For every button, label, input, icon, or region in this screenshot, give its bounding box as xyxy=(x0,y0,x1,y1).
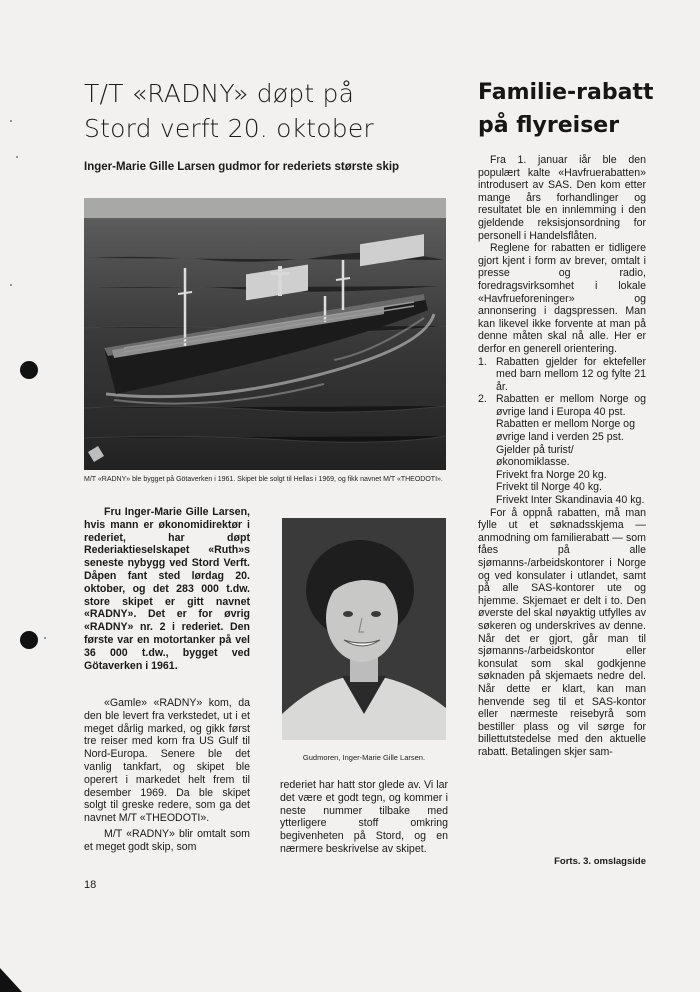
sidebar-title xyxy=(478,76,678,142)
list-number: 1. xyxy=(478,355,487,368)
lede-paragraph: Fru Inger-Marie Gille Larsen, hvis mann er økonomidirektør i rederiet, har døpt Rederiaktieselskapet «Ruth»s seneste nybygg ved Stord Verft. Dåpen fant sted lørdag 20. oktober, og det 283 000 t.dw. store skipet er gitt navnet «RADNY». Det er for øvrig «RADNY» nr. 2 i rederiet. Den første var en motortanker på vel 36 000 t.dw., bygget ved Götaverken i 1961. xyxy=(84,506,250,672)
portrait-caption: Gudmoren, Inger-Marie Gille Larsen. xyxy=(302,753,426,762)
rules-sub-item: Frivekt til Norge 40 kg. xyxy=(496,481,602,494)
rules-sub-item: Frivekt fra Norge 20 kg. xyxy=(496,468,607,481)
binder-hole-top xyxy=(20,361,38,379)
godmother-portrait xyxy=(282,518,446,740)
rules-sub-item: Frivekt Inter Skandinavia 40 kg. xyxy=(496,494,645,507)
paper-speck xyxy=(44,637,46,639)
ship-photo xyxy=(84,198,446,470)
rules-sub-item: Rabatten er mellom Norge og øvrige land i verden 25 pst. xyxy=(496,418,635,444)
sidebar-paragraph: For å oppnå rabatten, må man fylle ut et søknadsskjema — anmodning om familierabatt — som fåes på alle sjømanns-/arbeidskontorer i Norge og ved konsulater i utlandet, samt på alle SAS-kontorer ute og hjemme. Skjemaet er delt i to. Den øverste del skal nøyaktig utfylles av søkeren og underskrives av denne. Når det er gjort, går man til sjømanns-/arbeidskontor eller konsulat som skal godkjenne søknaden på skjemaets nedre del. Når dette er klart, kan man henvende seg til et SAS-kontor eller nærmeste reisebyrå som bestiller plass og vil sørge for billettutstedelse med den aktuelle rabatt. Betalingen skjer sam- xyxy=(478,506,646,758)
rules-list-item xyxy=(478,393,646,418)
body-paragraph: «Gamle» «RADNY» kom, da den ble levert fra verkstedet, ut i et meget dårlig marked, og gikk først tre reiser med korn fra US Gulf til Nord-Europa. Senere ble det vanlig tankfart, og skipet ble operert i markedet helt frem til desember 1969. Da ble skipet solgt til greske redere, som ga det navnet M/T «THEODOTI». xyxy=(84,697,250,825)
article-title-line1: T/T «RADNY» døpt på xyxy=(84,79,355,108)
sidebar-paragraph: Reglene for rabatten er tidligere gjort kjent i form av brever, omtalt i presse og radio, foredragsvirksomhet i lokale «Havfrueforeninger» og annonsering i dagspressen. Man kan likevel ikke forvente at man på denne måten skal nå alle. Her er derfor en generell orientering. xyxy=(478,242,646,355)
list-number: 2. xyxy=(478,393,487,406)
article-title-line2: Stord verft 20. oktober xyxy=(84,114,374,143)
tanker-illustration xyxy=(84,198,446,470)
body-paragraph: M/T «RADNY» blir omtalt som et meget godt skip, som xyxy=(84,827,250,853)
rules-list-item xyxy=(478,356,646,394)
article-subtitle: Inger-Marie Gille Larsen gudmor for rederiets største skip xyxy=(84,161,400,173)
paper-speck xyxy=(10,284,12,286)
binder-hole-bottom xyxy=(20,631,38,649)
rules-list xyxy=(478,356,646,419)
article-title xyxy=(84,76,444,146)
sidebar-paragraph: Fra 1. januar iår ble den populært kalte «Havfruerabatten» introdusert av SAS. Den kom etter mange års forhandlinger og resultatet ble en innlemming i den gjeldende reksisjonsordning for personell i Handelsflåten. xyxy=(478,154,646,242)
portrait-illustration xyxy=(282,518,446,740)
ship-photo-caption: M/T «RADNY» ble bygget på Götaverken i 1961. Skipet ble solgt til Hellas i 1969, og fikk navnet M/T «THEODOTI». xyxy=(84,476,443,483)
article-lede xyxy=(84,506,250,672)
sidebar-title-line2: på flyreiser xyxy=(478,113,620,138)
continued-note: Forts. 3. omslagside xyxy=(554,856,646,867)
body-paragraph: rederiet har hatt stor glede av. Vi lar det være et godt tegn, og kommer i neste nummer tilbake med ytterligere stoff omkring begivenheten på Stord, og en nærmere beskrivelse av skipet. xyxy=(280,779,448,855)
paper-speck xyxy=(16,156,18,158)
list-text: Rabatten er mellom Norge og øvrige land i Europa 40 pst. xyxy=(496,393,646,418)
rules-sub-item: Gjelder på turist/økonomiklasse. xyxy=(496,443,574,469)
sidebar-title-line1: Familie-rabatt xyxy=(478,80,654,105)
article-body-column2 xyxy=(280,779,448,856)
sidebar-body xyxy=(478,154,646,759)
page-corner-mark xyxy=(0,968,22,992)
page-number: 18 xyxy=(84,879,97,891)
article-body-column1 xyxy=(84,697,250,854)
list-text: Rabatten gjelder for ektefeller med barn mellom 12 og fylte 21 år. xyxy=(496,355,646,393)
paper-speck xyxy=(10,120,12,122)
